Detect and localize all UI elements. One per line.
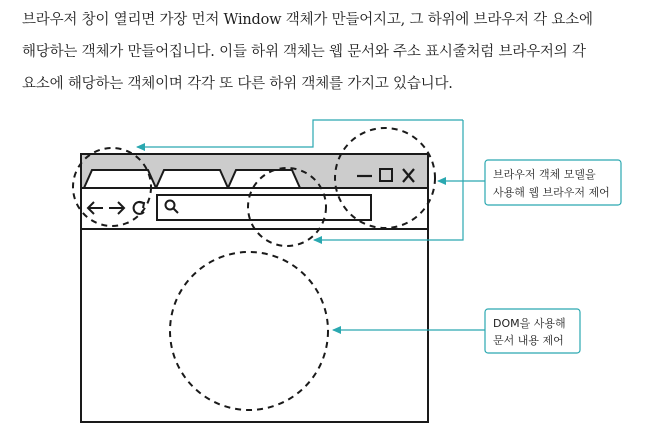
paragraph-line-3: 요소에 해당하는 객체이며 각각 또 다른 하위 객체를 가지고 있습니다. [22, 76, 453, 92]
dom-callout [485, 309, 580, 353]
bom-callout-line-1: 브라우저 객체 모델을 [493, 168, 596, 181]
paragraph-line-2: 해당하는 객체가 만들어집니다. 이들 하위 객체는 웹 문서와 주소 표시줄처럼 브라우저의 각 [22, 44, 586, 60]
browser-tab-3[interactable] [228, 170, 300, 188]
dom-callout-line-1: DOM을 사용해 [493, 317, 566, 330]
bom-callout [485, 160, 621, 205]
browser-tab-2[interactable] [156, 170, 228, 188]
browser-tab-1[interactable] [84, 170, 156, 188]
dom-callout-line-2: 문서 내용 제어 [493, 334, 564, 347]
connector-to-nav-buttons [137, 120, 463, 147]
bom-callout-line-2: 사용해 웹 브라우저 제어 [493, 186, 610, 199]
browser-window [81, 154, 428, 422]
paragraph-line-1: 브라우저 창이 열리면 가장 먼저 Window 객체가 만들어지고, 그 하위에 브라우저 각 요소에 [22, 12, 593, 28]
